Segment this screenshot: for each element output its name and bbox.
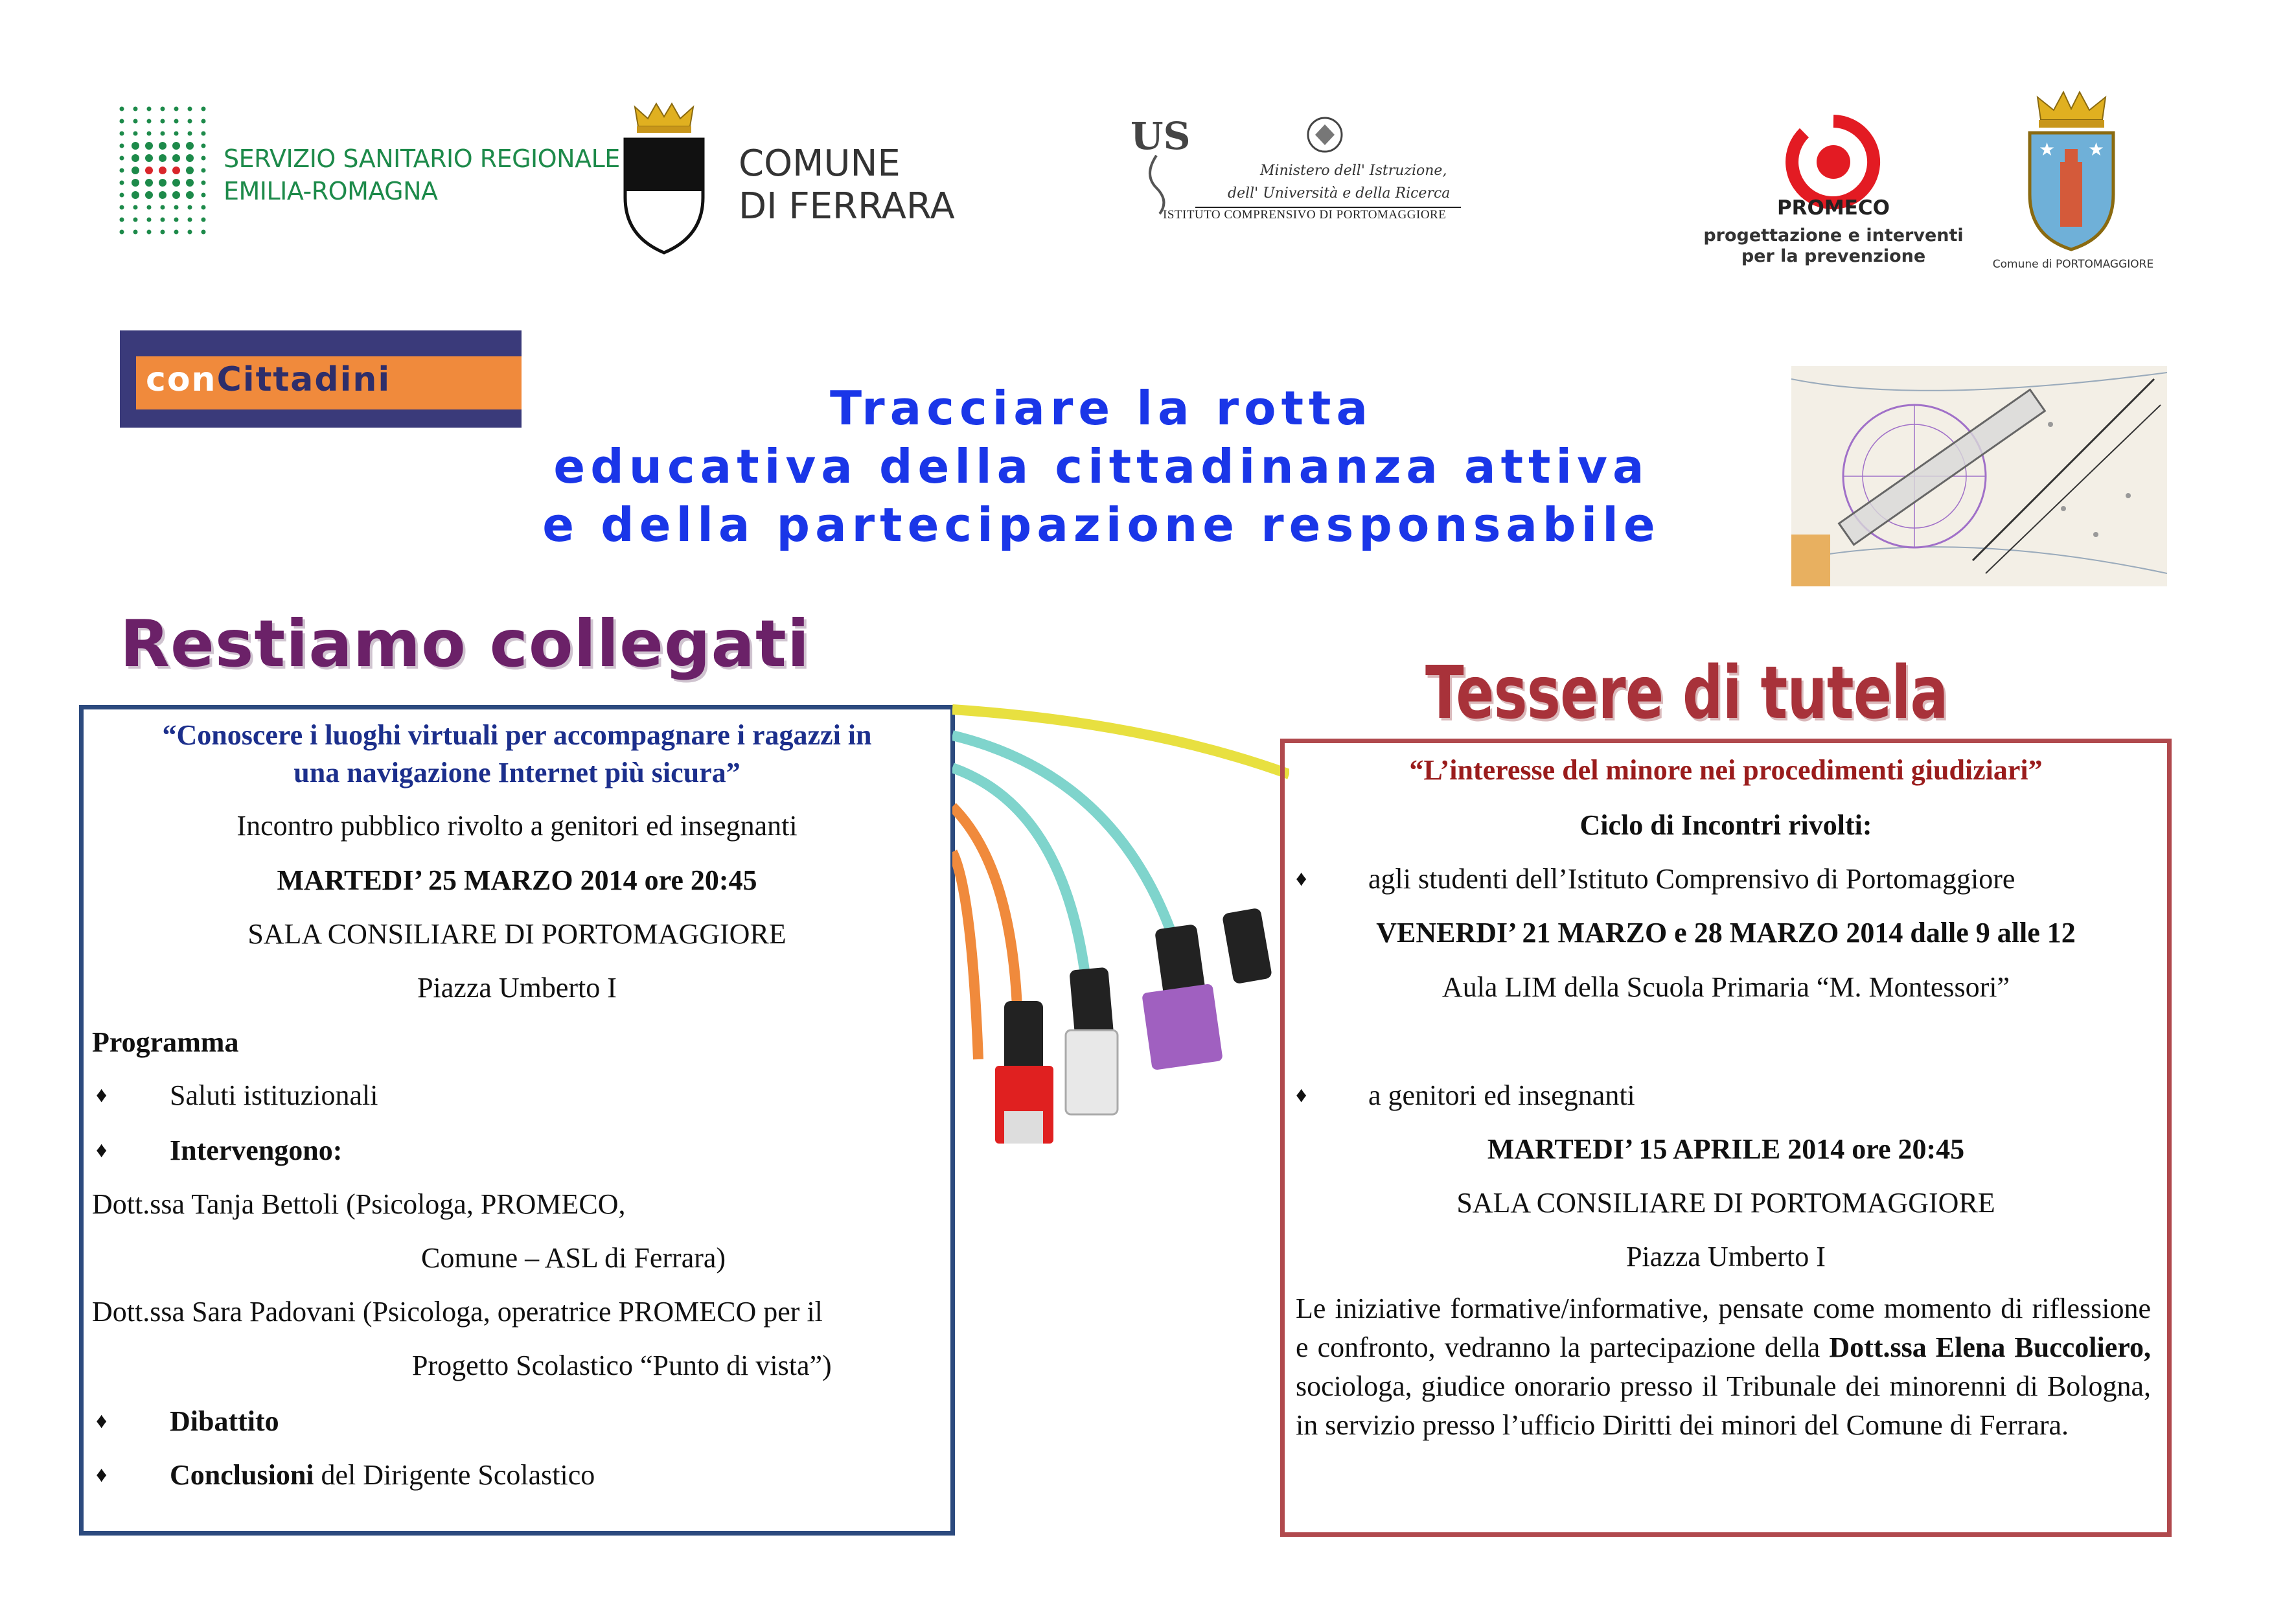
promeco-sub-line2: per la prevenzione (1741, 246, 1926, 266)
network-cables-image (952, 696, 1289, 1150)
right-heading: Tessere di tutela (1425, 651, 1948, 735)
program-item-speakers: Intervengono: (170, 1134, 343, 1166)
right-date-parents: MARTEDI’ 15 APRILE 2014 ore 20:45 (1487, 1133, 1965, 1165)
svg-text:US: US (1131, 114, 1191, 158)
left-heading: Restiamo collegati (120, 606, 810, 682)
svg-text:★: ★ (2039, 140, 2056, 160)
speaker1-line1: Dott.ssa Tanja Bettoli (Psicologa, PROMECO, (92, 1188, 626, 1220)
right-description (1296, 1289, 2151, 1445)
ssr-line1: SERVIZIO SANITARIO REGIONALE (224, 144, 620, 173)
conclusions-text: del Dirigente Scolastico (314, 1459, 595, 1491)
ferrara-shield-icon (619, 100, 709, 256)
description-speaker: Dott.ssa Elena Buccoliero, (1829, 1331, 2151, 1363)
conclusions-label: Conclusioni (170, 1459, 314, 1491)
bullet-icon: ♦ (1296, 867, 1307, 891)
right-venue-parents: SALA CONSILIARE DI PORTOMAGGIORE (1456, 1187, 1995, 1219)
title-line1: Tracciare la rotta (829, 381, 1373, 435)
speaker2-line2: Progetto Scolastico “Punto di vista”) (412, 1350, 832, 1381)
program-label: Programma (92, 1026, 239, 1058)
svg-text:Ministero dell' Istruzione,: Ministero dell' Istruzione, (1260, 163, 1447, 179)
main-title (389, 379, 1814, 554)
right-venue-students: Aula LIM della Scuola Primaria “M. Montessori” (1441, 971, 2010, 1003)
description-part2: sociologa, giudice onorario presso il Tribunale dei minorenni di Bologna, in servizio presso l’ufficio Diritti dei minori del Comune di Ferrara. (1296, 1370, 2151, 1441)
left-audience: Incontro pubblico rivolto a genitori ed insegnanti (236, 810, 798, 842)
program-item-conclusions (170, 1458, 595, 1493)
portomaggiore-caption: Comune di PORTOMAGGIORE (1992, 258, 2154, 271)
left-date: MARTEDI’ 25 MARZO 2014 ore 20:45 (277, 864, 757, 896)
svg-text:dell' Università e della Ricer: dell' Università e della Ricerca (1228, 185, 1451, 201)
right-date-students: VENERDI’ 21 MARZO e 28 MARZO 2014 dalle 9 alle 12 (1376, 917, 2076, 949)
left-address: Piazza Umberto I (417, 972, 617, 1004)
right-target-parents: a genitori ed insegnanti (1368, 1079, 1635, 1111)
bullet-icon: ♦ (96, 1138, 108, 1162)
right-target-students: agli studenti dell’Istituto Comprensivo di Portomaggiore (1368, 863, 2015, 895)
left-quote-line2: una navigazione Internet più sicura” (293, 757, 740, 788)
program-item-greetings: Saluti istituzionali (170, 1079, 378, 1111)
portomaggiore-crest-icon (2025, 91, 2118, 253)
speaker2-line1: Dott.ssa Sara Padovani (Psicologa, operatrice PROMECO per il (92, 1296, 823, 1328)
speaker1-line2: Comune – ASL di Ferrara) (421, 1242, 726, 1274)
miur-caption: ISTITUTO COMPRENSIVO DI PORTOMAGGIORE (1163, 208, 1447, 222)
svg-text:★: ★ (2088, 140, 2105, 160)
nautical-chart-image (1791, 366, 2167, 586)
right-address-parents: Piazza Umberto I (1626, 1241, 1826, 1272)
ssr-logo-text (224, 143, 620, 207)
promeco-title: PROMECO (1776, 196, 1890, 220)
concittadini-con: con (146, 360, 217, 399)
miur-logo-icon (1131, 110, 1467, 224)
bullet-icon: ♦ (96, 1409, 108, 1433)
bullet-icon: ♦ (1296, 1083, 1307, 1107)
promeco-subtitle (1684, 225, 1982, 267)
title-line3: e della partecipazione responsabile (542, 498, 1660, 552)
left-quote-line1: “Conoscere i luoghi virtuali per accompagnare i ragazzi in (162, 719, 872, 751)
left-venue: SALA CONSILIARE DI PORTOMAGGIORE (247, 918, 786, 950)
ferrara-logo-text (739, 143, 955, 228)
ssr-line2: EMILIA-ROMAGNA (224, 177, 438, 205)
ssr-logo-icon (117, 104, 211, 236)
right-cycle: Ciclo di Incontri rivolti: (1579, 809, 1872, 841)
ferrara-line2: DI FERRARA (739, 185, 955, 227)
concittadini-cittadini: Cittadini (216, 360, 391, 399)
right-quote: “L’interesse del minore nei procedimenti giudiziari” (1409, 754, 2043, 786)
title-line2: educativa della cittadinanza attiva (553, 439, 1649, 494)
ferrara-line1: COMUNE (739, 143, 901, 185)
bullet-icon: ♦ (96, 1463, 108, 1487)
promeco-sub-line1: progettazione e interventi (1703, 225, 1964, 246)
description-part1: Le iniziative formative/informative, pensate come momento di riflessione e confronto, vedranno la partecipazione della (1296, 1293, 2151, 1363)
bullet-icon: ♦ (96, 1083, 108, 1107)
program-item-debate: Dibattito (170, 1405, 279, 1437)
